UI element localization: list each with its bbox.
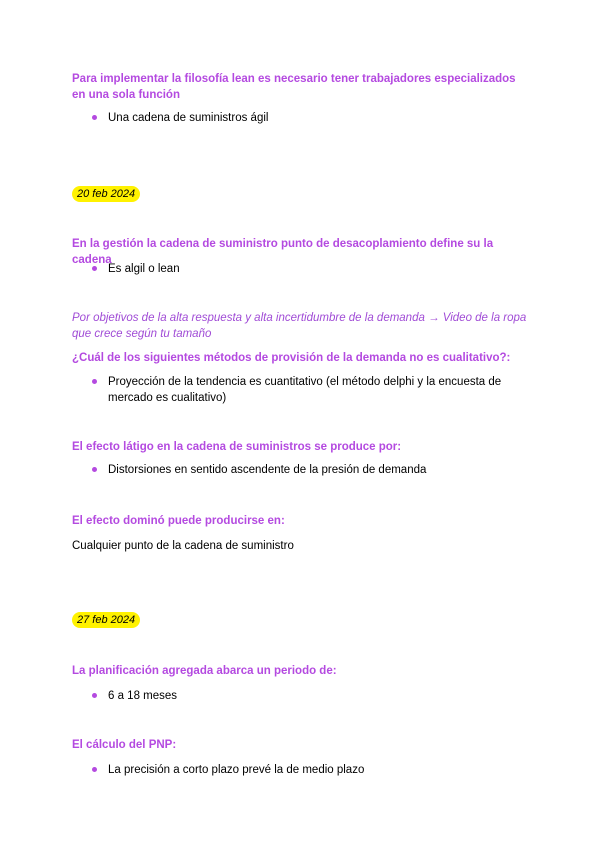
answer-text: Proyección de la tendencia es cuantitativo (el método delphi y la encuesta de mercado es cualitativo)	[108, 376, 502, 404]
bullet-icon	[92, 115, 97, 120]
bullet-icon	[92, 693, 97, 698]
question-demand-methods: ¿Cuál de los siguientes métodos de provisión de la demanda no es cualitativo?:	[72, 352, 511, 364]
list-item	[92, 110, 518, 126]
question-decoupling-point: En la gestión la cadena de suministro punto de desacoplamiento define su la cadena	[72, 238, 494, 266]
question-bullwhip-effect: El efecto látigo en la cadena de suministros se produce por:	[72, 441, 402, 453]
date-tag: 20 feb 2024	[72, 186, 140, 202]
question-lean-specialists: Para implementar la filosofía lean es necesario tener trabajadores especializados en una sola función	[72, 73, 516, 101]
question-domino-effect: El efecto dominó puede producirse en:	[72, 515, 285, 527]
answer-text: 6 a 18 meses	[108, 690, 178, 702]
question-pnp-calculation: El cálculo del PNP:	[72, 739, 177, 751]
answer-text: Cualquier punto de la cadena de suministro	[72, 540, 294, 552]
bullet-icon	[92, 379, 97, 384]
answer-text: Es algil o lean	[108, 263, 180, 275]
date-tag: 27 feb 2024	[72, 612, 140, 628]
list-item	[92, 762, 518, 778]
list-item	[92, 261, 518, 277]
bullet-icon	[92, 266, 97, 271]
bullet-icon	[92, 467, 97, 472]
list-item	[92, 462, 518, 478]
question-aggregate-planning: La planificación agregada abarca un periodo de:	[72, 665, 337, 677]
answer-text: La precisión a corto plazo prevé la de medio plazo	[108, 764, 365, 776]
bullet-icon	[92, 767, 97, 772]
answer-text: Una cadena de suministros ágil	[108, 112, 269, 124]
list-item	[92, 374, 518, 406]
answer-text: Distorsiones en sentido ascendente de la presión de demanda	[108, 464, 427, 476]
note-text: Por objetivos de la alta respuesta y alta incertidumbre de la demanda → Video de la ropa que crece según tu tamaño	[72, 312, 527, 340]
list-item	[92, 688, 518, 704]
